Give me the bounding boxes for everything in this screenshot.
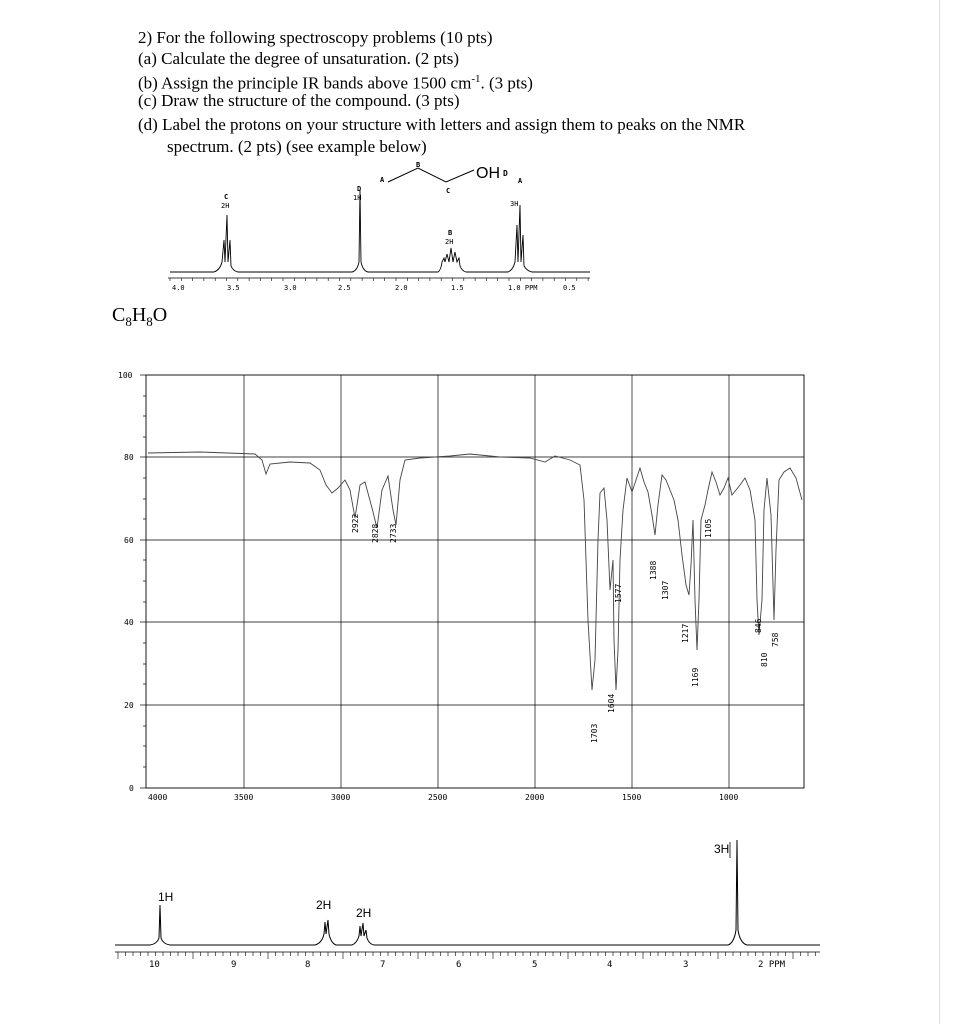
svg-text:3H: 3H xyxy=(510,200,519,208)
svg-text:3.0: 3.0 xyxy=(284,284,297,292)
svg-text:A: A xyxy=(380,176,385,184)
svg-text:2.5: 2.5 xyxy=(338,284,351,292)
question-part-c: (c) Draw the structure of the compound. (3 pts) xyxy=(138,91,460,110)
nmr-integration: 1H xyxy=(158,890,174,904)
ir-spectrum xyxy=(0,360,954,810)
question-part-d-cont: spectrum. (2 pts) (see example below) xyxy=(167,137,427,156)
ir-x-tick: 2000 xyxy=(525,793,545,802)
molecular-formula: $C_8H_8O$ xyxy=(112,304,168,329)
svg-text:1.0 PPM: 1.0 PPM xyxy=(508,284,538,292)
ir-x-tick: 1000 xyxy=(719,793,739,802)
example-nmr-trace xyxy=(170,190,590,272)
ir-x-tick: 3500 xyxy=(234,793,254,802)
svg-text:B: B xyxy=(448,229,453,237)
ir-x-tick: 1500 xyxy=(622,793,642,802)
svg-text:3: 3 xyxy=(683,960,689,970)
svg-text:2H: 2H xyxy=(221,202,230,210)
svg-text:7: 7 xyxy=(380,960,386,970)
svg-text:4: 4 xyxy=(607,960,613,970)
svg-text:9: 9 xyxy=(231,960,237,970)
svg-text:3.5: 3.5 xyxy=(227,284,240,292)
ir-x-tick: 2500 xyxy=(428,793,448,802)
svg-text:D: D xyxy=(503,169,508,178)
svg-text:758: 758 xyxy=(771,632,780,647)
svg-text:1388: 1388 xyxy=(649,560,658,580)
nmr-integration: 2H xyxy=(356,906,372,920)
svg-text:4.0: 4.0 xyxy=(172,284,185,292)
nmr-integration: 3H xyxy=(714,842,730,856)
ir-y-tick: 80 xyxy=(124,453,134,462)
svg-text:10: 10 xyxy=(149,960,160,970)
example-oh-label: OH xyxy=(476,165,500,182)
page-edge xyxy=(939,0,954,1024)
svg-text:1577: 1577 xyxy=(614,583,623,603)
svg-text:D: D xyxy=(357,185,362,193)
svg-text:C: C xyxy=(446,187,451,195)
svg-text:1604: 1604 xyxy=(607,693,616,713)
svg-text:6: 6 xyxy=(456,960,462,970)
svg-text:2H: 2H xyxy=(445,238,454,246)
question-part-b: (b) Assign the principle IR bands above 1500 $cm^{-1}$. (3 pts) xyxy=(138,73,533,93)
question-part-a: (a) Calculate the degree of unsaturation. (2 pts) xyxy=(138,49,459,68)
svg-text:2.0: 2.0 xyxy=(395,284,408,292)
svg-text:A: A xyxy=(518,177,523,185)
nmr-spectrum xyxy=(0,830,954,1024)
svg-text:1307: 1307 xyxy=(661,580,670,600)
example-nmr-spectrum xyxy=(0,0,954,300)
svg-text:2828: 2828 xyxy=(371,523,380,543)
ir-x-tick: 4000 xyxy=(148,793,168,802)
ir-y-tick: 40 xyxy=(124,618,134,627)
svg-text:B: B xyxy=(416,161,421,169)
svg-text:1169: 1169 xyxy=(691,667,700,687)
svg-text:C: C xyxy=(224,193,229,201)
svg-text:1.5: 1.5 xyxy=(451,284,464,292)
svg-text:846: 846 xyxy=(754,618,763,633)
question-part-d: (d) Label the protons on your structure with letters and assign them to peaks on the NMR xyxy=(138,115,746,134)
ir-trace xyxy=(148,452,802,690)
svg-text:2733: 2733 xyxy=(389,523,398,543)
ir-y-tick: 60 xyxy=(124,536,134,545)
svg-text:810: 810 xyxy=(760,652,769,667)
svg-text:2922: 2922 xyxy=(351,513,360,533)
ir-y-tick: 100 xyxy=(118,371,133,380)
svg-text:8: 8 xyxy=(305,960,311,970)
svg-text:1217: 1217 xyxy=(681,623,690,643)
svg-text:2 PPM: 2 PPM xyxy=(758,960,786,970)
ir-x-tick: 3000 xyxy=(331,793,351,802)
ir-y-tick: 20 xyxy=(124,701,134,710)
svg-text:1703: 1703 xyxy=(590,723,599,743)
nmr-integration: 2H xyxy=(316,898,332,912)
question-title: 2) For the following spectroscopy problems (10 pts) xyxy=(138,28,493,47)
svg-text:1H: 1H xyxy=(353,194,362,202)
svg-text:5: 5 xyxy=(532,960,538,970)
svg-text:1105: 1105 xyxy=(704,518,713,538)
ir-y-tick: 0 xyxy=(129,784,134,793)
svg-text:0.5: 0.5 xyxy=(563,284,576,292)
example-structure xyxy=(388,168,474,182)
